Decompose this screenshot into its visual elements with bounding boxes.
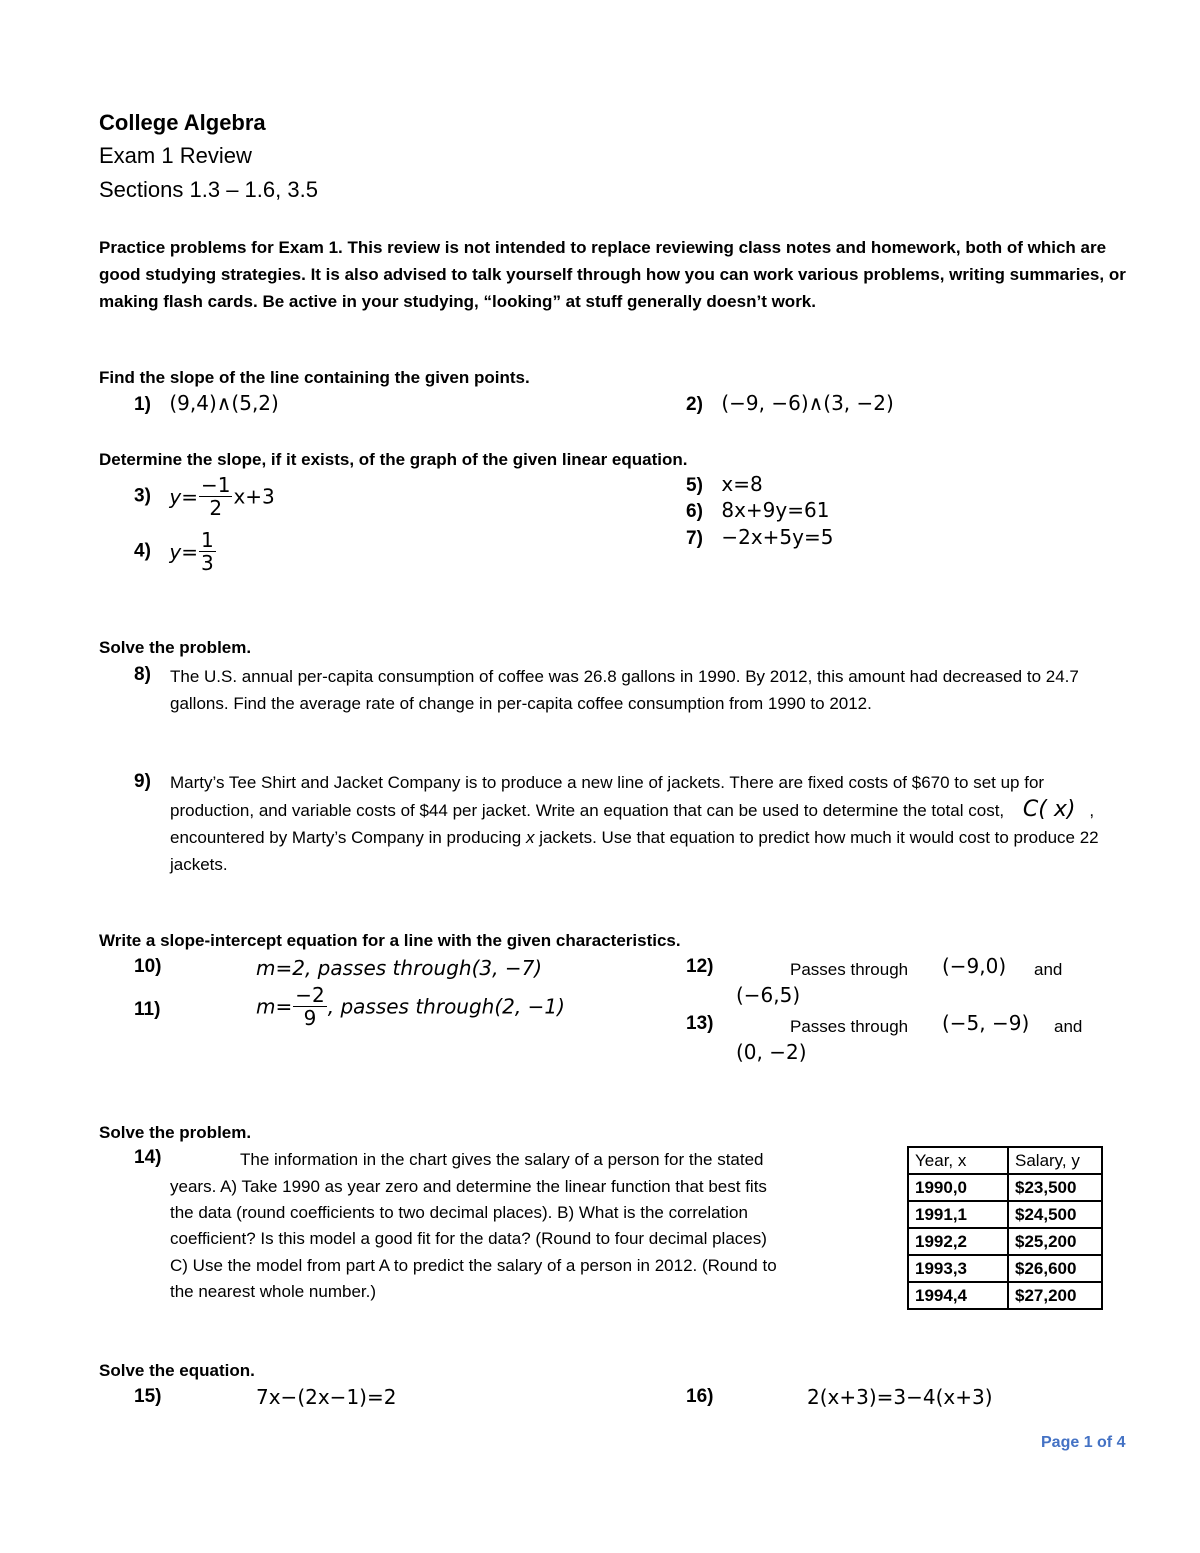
problem-9-text-b: , encountered by Marty’s Company in producing: [170, 801, 1095, 847]
table-row: [908, 1282, 1102, 1309]
problem-15-number: 15): [134, 1386, 162, 1407]
table-row: [908, 1201, 1102, 1228]
cost-function: C( x): [1022, 797, 1076, 822]
problem-13-point-2: (0, −2): [736, 1040, 807, 1064]
table-row: [908, 1255, 1102, 1282]
problem-12-point-1: (−9,0): [942, 954, 1007, 978]
problem-number: 1): [134, 394, 151, 415]
fraction-numerator: −1: [200, 473, 231, 497]
problem-expression: (−9, −6)∧(3, −2): [721, 391, 894, 415]
problem-11: [134, 999, 160, 1021]
section-solve-equation: Solve the equation.: [99, 1361, 255, 1380]
equation-rhs: , passes through(2, −1): [327, 994, 565, 1019]
problem-12-and: and: [1034, 960, 1063, 979]
equation-lhs: y=: [169, 539, 198, 564]
problem-10: [134, 956, 161, 978]
problem-number: 5): [686, 475, 703, 496]
problem-9-text: [170, 769, 1130, 878]
problem-14-number: 14): [134, 1147, 162, 1168]
salary-table: [907, 1146, 1103, 1310]
problem-number: 6): [686, 501, 703, 522]
fraction-denominator: 3: [200, 551, 214, 575]
problem-13-number: 13): [686, 1013, 714, 1034]
problem-13-label: Passes through: [790, 1017, 909, 1036]
intro-paragraph: Practice problems for Exam 1. This review is not intended to replace reviewing class notes and homework, both of which are good studying strategies. It is also advised to talk yourself through how you can work various problems, writing summaries, or making flash cards. Be active in your studying, “looking” at stuff generally doesn’t work.: [99, 238, 1126, 311]
problem-5: [686, 472, 763, 497]
problem-12-number: 12): [686, 956, 714, 977]
problem-12-label: Passes through: [790, 960, 909, 979]
problem-10-expression: m=2, passes through(3, −7): [256, 956, 543, 980]
problem-expression: (9,4)∧(5,2): [169, 391, 279, 415]
problem-number: 2): [686, 394, 703, 415]
problem-number: 3): [134, 485, 151, 507]
table-cell: $26,600: [1008, 1255, 1102, 1282]
equation-rhs: x+3: [233, 484, 275, 509]
problem-14-line-5: C) Use the model from part A to predict the salary of a person in 2012. (Round to: [170, 1256, 777, 1275]
problem-expression: 8x+9y=61: [721, 498, 830, 522]
equation-lhs: y=: [169, 484, 198, 509]
problem-8-text: The U.S. annual per-capita consumption of coffee was 26.8 gallons in 1990. By 2012, this amount had decreased to 24.7 gallons. Find the average rate of change in per-capita coffee consumption from 1990 to 2012.: [170, 667, 1079, 713]
exam-subtitle: Exam 1 Review: [99, 143, 252, 168]
problem-8-number: 8): [134, 664, 151, 685]
problem-9-text-a: Marty’s Tee Shirt and Jacket Company is to produce a new line of jackets. There are fixed costs of $670 to set up for production, and variable costs of $44 per jacket. Write an equation that can be used to determine the total cost,: [170, 773, 1045, 820]
problem-expression: x=8: [721, 472, 763, 496]
fraction-denominator: 2: [209, 496, 223, 520]
section-slope-points: Find the slope of the line containing the given points.: [99, 368, 530, 387]
table-header-cell: Salary, y: [1008, 1147, 1102, 1174]
fraction: [293, 984, 326, 1029]
problem-number: 7): [686, 528, 703, 549]
table-cell: $23,500: [1008, 1174, 1102, 1201]
problem-14-line-1: The information in the chart gives the salary of a person for the stated: [240, 1150, 764, 1169]
problem-3: [134, 474, 275, 519]
fraction-numerator: 1: [200, 528, 214, 552]
problem-11-expression: [256, 984, 565, 1029]
problem-7: [686, 525, 833, 550]
problem-number: 4): [134, 540, 151, 562]
fraction: [199, 474, 232, 519]
page-indicator: Page 1 of 4: [1041, 1434, 1126, 1451]
table-row: [908, 1174, 1102, 1201]
table-cell: $27,200: [1008, 1282, 1102, 1309]
fraction-denominator: 9: [303, 1006, 317, 1030]
problem-number: 10): [134, 956, 162, 977]
table-cell: $25,200: [1008, 1228, 1102, 1255]
x-variable: x: [525, 828, 535, 847]
table-cell: 1994,4: [908, 1282, 1008, 1309]
problem-14-line-4: coefficient? Is this model a good fit for the data? (Round to four decimal places): [170, 1229, 767, 1248]
section-solve-problem-2: Solve the problem.: [99, 1123, 252, 1142]
table-cell: 1992,2: [908, 1228, 1008, 1255]
problem-14-line-2: years. A) Take 1990 as year zero and determine the linear function that best fits: [170, 1177, 767, 1196]
fraction-numerator: −2: [295, 983, 325, 1007]
problem-16-number: 16): [686, 1386, 714, 1407]
problem-13-and: and: [1054, 1017, 1083, 1036]
problem-12-point-2: (−6,5): [736, 983, 801, 1007]
problem-number: 11): [134, 999, 161, 1020]
table-row: [908, 1228, 1102, 1255]
table-cell: $24,500: [1008, 1201, 1102, 1228]
fraction: [199, 529, 216, 574]
section-slope-equation: Determine the slope, if it exists, of the graph of the given linear equation.: [99, 450, 688, 469]
problem-16-expression: 2(x+3)=3−4(x+3): [807, 1385, 993, 1409]
course-title: College Algebra: [99, 110, 266, 135]
table-cell: 1990,0: [908, 1174, 1008, 1201]
problem-14-line-6: the nearest whole number.): [170, 1282, 377, 1301]
problem-13-point-1: (−5, −9): [942, 1011, 1030, 1035]
problem-expression: −2x+5y=5: [721, 525, 834, 549]
problem-4: [134, 529, 217, 574]
table-header-cell: Year, x: [908, 1147, 1008, 1174]
table-header-row: [908, 1147, 1102, 1174]
section-solve-problem: Solve the problem.: [99, 638, 252, 657]
table-cell: 1993,3: [908, 1255, 1008, 1282]
problem-9-text-c: jackets. Use that equation to predict how much it would cost to produce 22 jackets.: [170, 828, 1099, 874]
equation-lhs: m=: [256, 994, 293, 1019]
problem-9-number: 9): [134, 771, 151, 792]
problem-15-expression: 7x−(2x−1)=2: [256, 1385, 397, 1409]
sections-subtitle: Sections 1.3 – 1.6, 3.5: [99, 177, 318, 202]
problem-6: [686, 498, 829, 523]
table-cell: 1991,1: [908, 1201, 1008, 1228]
section-slope-intercept: Write a slope-intercept equation for a line with the given characteristics.: [99, 931, 681, 950]
problem-1: [134, 391, 279, 416]
problem-2: [686, 391, 894, 416]
problem-14-line-3: the data (round coefficients to two decimal places). B) What is the correlation: [170, 1203, 748, 1222]
